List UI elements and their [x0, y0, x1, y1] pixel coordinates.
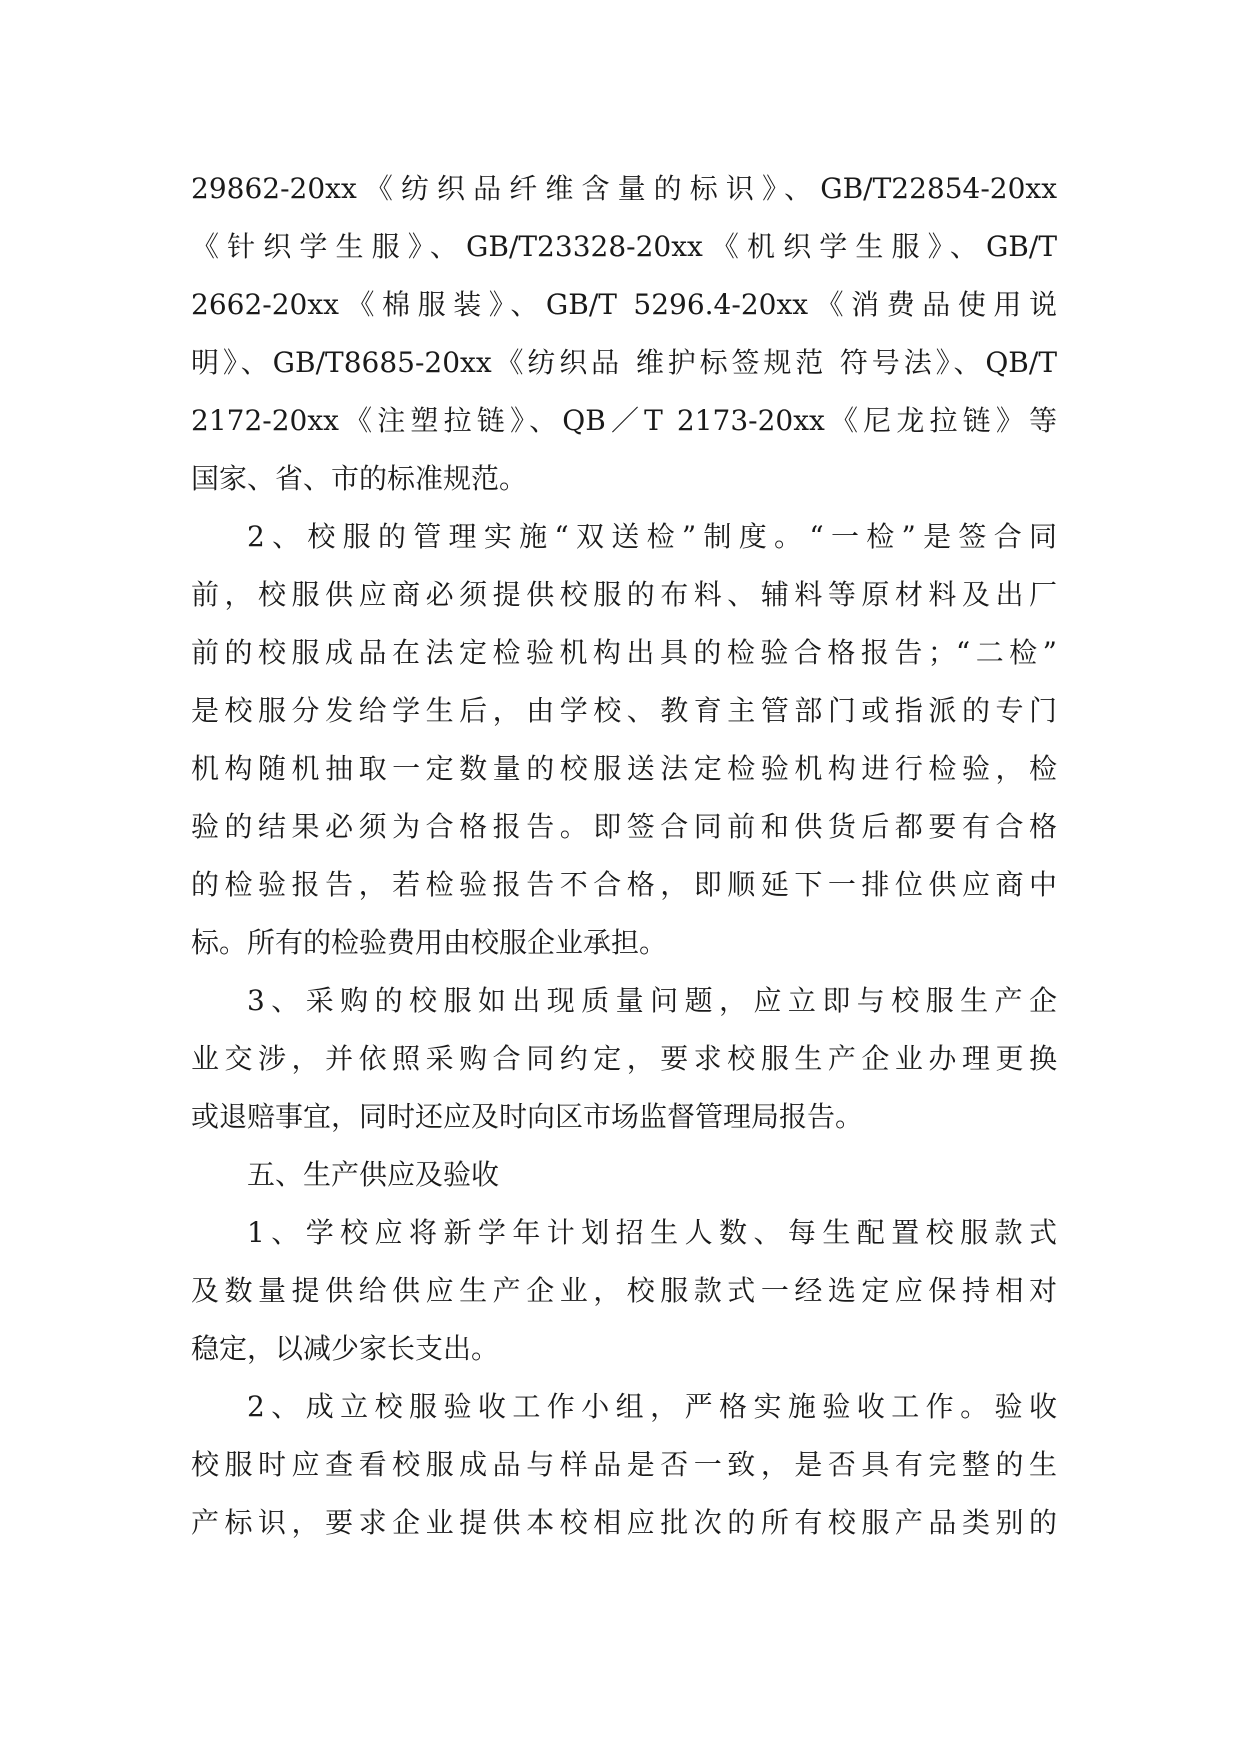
- text-line: 1、学校应将新学年计划招生人数、每生配置校服款式: [247, 1216, 1057, 1249]
- text-line: 稳定，以减少家长支出。: [191, 1332, 500, 1365]
- text-line: 明》、GB/T8685-20xx《纺织品 维护标签规范 符号法》、QB/T: [191, 346, 1057, 379]
- text-line: 及数量提供给供应生产企业，校服款式一经选定应保持相对: [191, 1274, 1057, 1307]
- text-line: 2662-20xx《棉服装》、GB/T 5296.4-20xx《消费品使用说: [191, 288, 1057, 321]
- text-line: 2、校服的管理实施“双送检”制度。“一检”是签合同: [247, 520, 1057, 553]
- text-line: 3、采购的校服如出现质量问题，应立即与校服生产企: [247, 984, 1057, 1017]
- text-line: 产标识，要求企业提供本校相应批次的所有校服产品类别的: [191, 1506, 1057, 1539]
- text-line: 校服时应查看校服成品与样品是否一致，是否具有完整的生: [191, 1448, 1057, 1481]
- text-line: 验的结果必须为合格报告。即签合同前和供货后都要有合格: [191, 810, 1057, 843]
- text-line: 《针织学生服》、GB/T23328-20xx《机织学生服》、GB/T: [191, 230, 1057, 263]
- text-line: 机构随机抽取一定数量的校服送法定检验机构进行检验，检: [191, 752, 1057, 785]
- document-body: [191, 160, 1057, 1552]
- text-line: 或退赔事宜，同时还应及时向区市场监督管理局报告。: [191, 1100, 864, 1133]
- text-line: 国家、省、市的标准规范。: [191, 462, 528, 495]
- text-line: 的检验报告，若检验报告不合格，即顺延下一排位供应商中: [191, 868, 1057, 901]
- text-line: 前的校服成品在法定检验机构出具的检验合格报告；“二检”: [191, 636, 1057, 669]
- section-heading: 五、生产供应及验收: [247, 1158, 500, 1191]
- text-line: 前，校服供应商必须提供校服的布料、辅料等原材料及出厂: [191, 578, 1057, 611]
- text-line: 2、成立校服验收工作小组，严格实施验收工作。验收: [247, 1390, 1057, 1423]
- text-line: 是校服分发给学生后，由学校、教育主管部门或指派的专门: [191, 694, 1057, 727]
- text-line: 业交涉，并依照采购合同约定，要求校服生产企业办理更换: [191, 1042, 1057, 1075]
- text-line: 标。所有的检验费用由校服企业承担。: [191, 926, 668, 959]
- text-line: 29862-20xx《纺织品纤维含量的标识》、GB/T22854-20xx: [191, 172, 1057, 205]
- text-line: 2172-20xx《注塑拉链》、QB／T 2173-20xx《尼龙拉链》等: [191, 404, 1057, 437]
